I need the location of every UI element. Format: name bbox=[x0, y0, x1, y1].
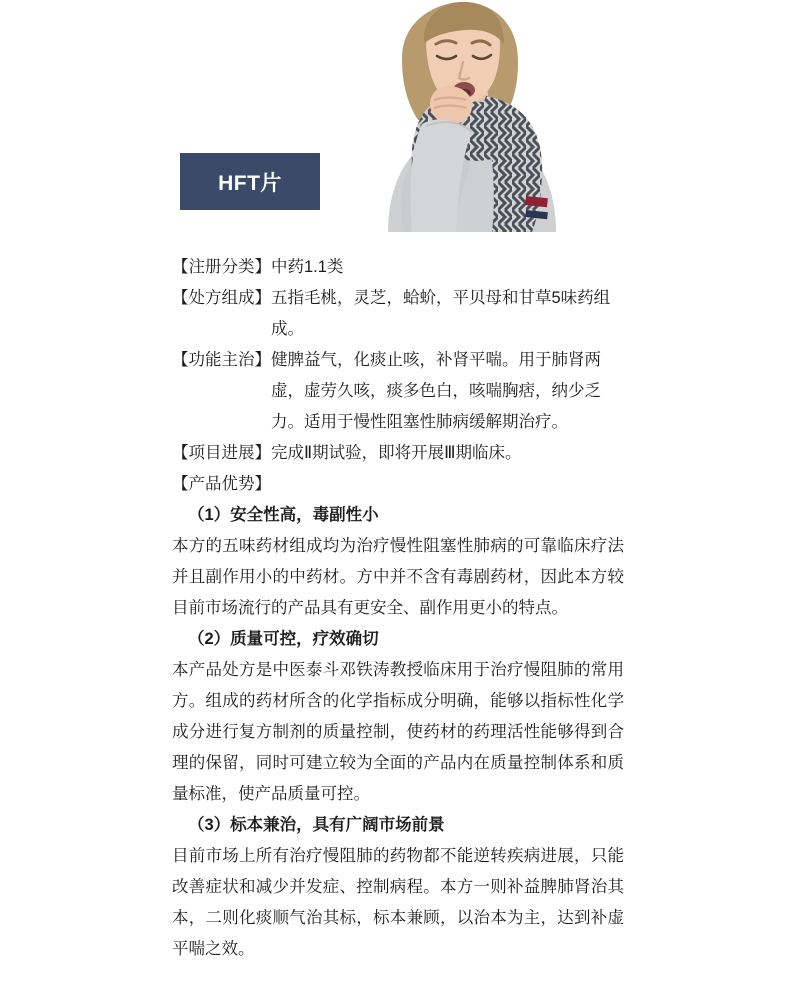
spec-label-registration: 【注册分类】 bbox=[172, 258, 271, 276]
spec-label-progress: 【项目进展】 bbox=[172, 444, 271, 462]
spec-value-formula: 五指毛桃，灵芝，蛤蚧，平贝母和甘草5味药组成。 bbox=[271, 289, 611, 338]
spec-value-indications: 健脾益气，化痰止咳，补肾平喘。用于肺肾两虚，虚劳久咳，痰多色白，咳喘胸痞，纳少乏力。适用于慢性阻塞性肺病缓解期治疗。 bbox=[271, 351, 601, 431]
product-title: HFT片 bbox=[218, 171, 282, 195]
advantage-2-title: （2）质量可控，疗效确切 bbox=[188, 630, 379, 648]
spec-row-formula bbox=[172, 283, 624, 345]
advantage-1-title: （1）安全性高，毒副性小 bbox=[188, 506, 379, 524]
advantage-2-body: 本产品处方是中医泰斗邓铁涛教授临床用于治疗慢阻肺的常用方。组成的药材所含的化学指标成分明确，能够以指标性化学成分进行复方制剂的质量控制，使药材的药理活性能够得到合理的保留，同时可建立较为全面的产品内在质量控制体系和质量标准，使产品质量可控。 bbox=[172, 661, 624, 803]
spec-value-progress: 完成Ⅱ期试验，即将开展Ⅲ期临床。 bbox=[271, 444, 522, 462]
spec-row-progress bbox=[172, 438, 624, 469]
coughing-woman-photo bbox=[330, 0, 575, 232]
spec-label-indications: 【功能主治】 bbox=[172, 351, 271, 369]
spec-label-formula: 【处方组成】 bbox=[172, 289, 271, 307]
spec-value-registration: 中药1.1类 bbox=[271, 258, 344, 276]
product-title-badge bbox=[180, 153, 320, 210]
advantage-1-body: 本方的五味药材组成均为治疗慢性阻塞性肺病的可靠临床疗法并且副作用小的中药材。方中并不含有毒剧药材，因此本方较目前市场流行的产品具有更安全、副作用更小的特点。 bbox=[172, 537, 624, 617]
header-hero bbox=[0, 0, 796, 232]
document-content bbox=[172, 252, 624, 965]
advantage-3-body: 目前市场上所有治疗慢阻肺的药物都不能逆转疾病进展，只能改善症状和减少并发症、控制病程。本方一则补益脾肺肾治其本，二则化痰顺气治其标，标本兼顾，以治本为主，达到补虚平喘之效。 bbox=[172, 847, 624, 958]
spec-row-indications bbox=[172, 345, 624, 438]
advantages-heading: 【产品优势】 bbox=[172, 475, 271, 493]
spec-row-registration bbox=[172, 252, 624, 283]
advantage-3-title: （3）标本兼治，具有广阔市场前景 bbox=[188, 816, 445, 834]
